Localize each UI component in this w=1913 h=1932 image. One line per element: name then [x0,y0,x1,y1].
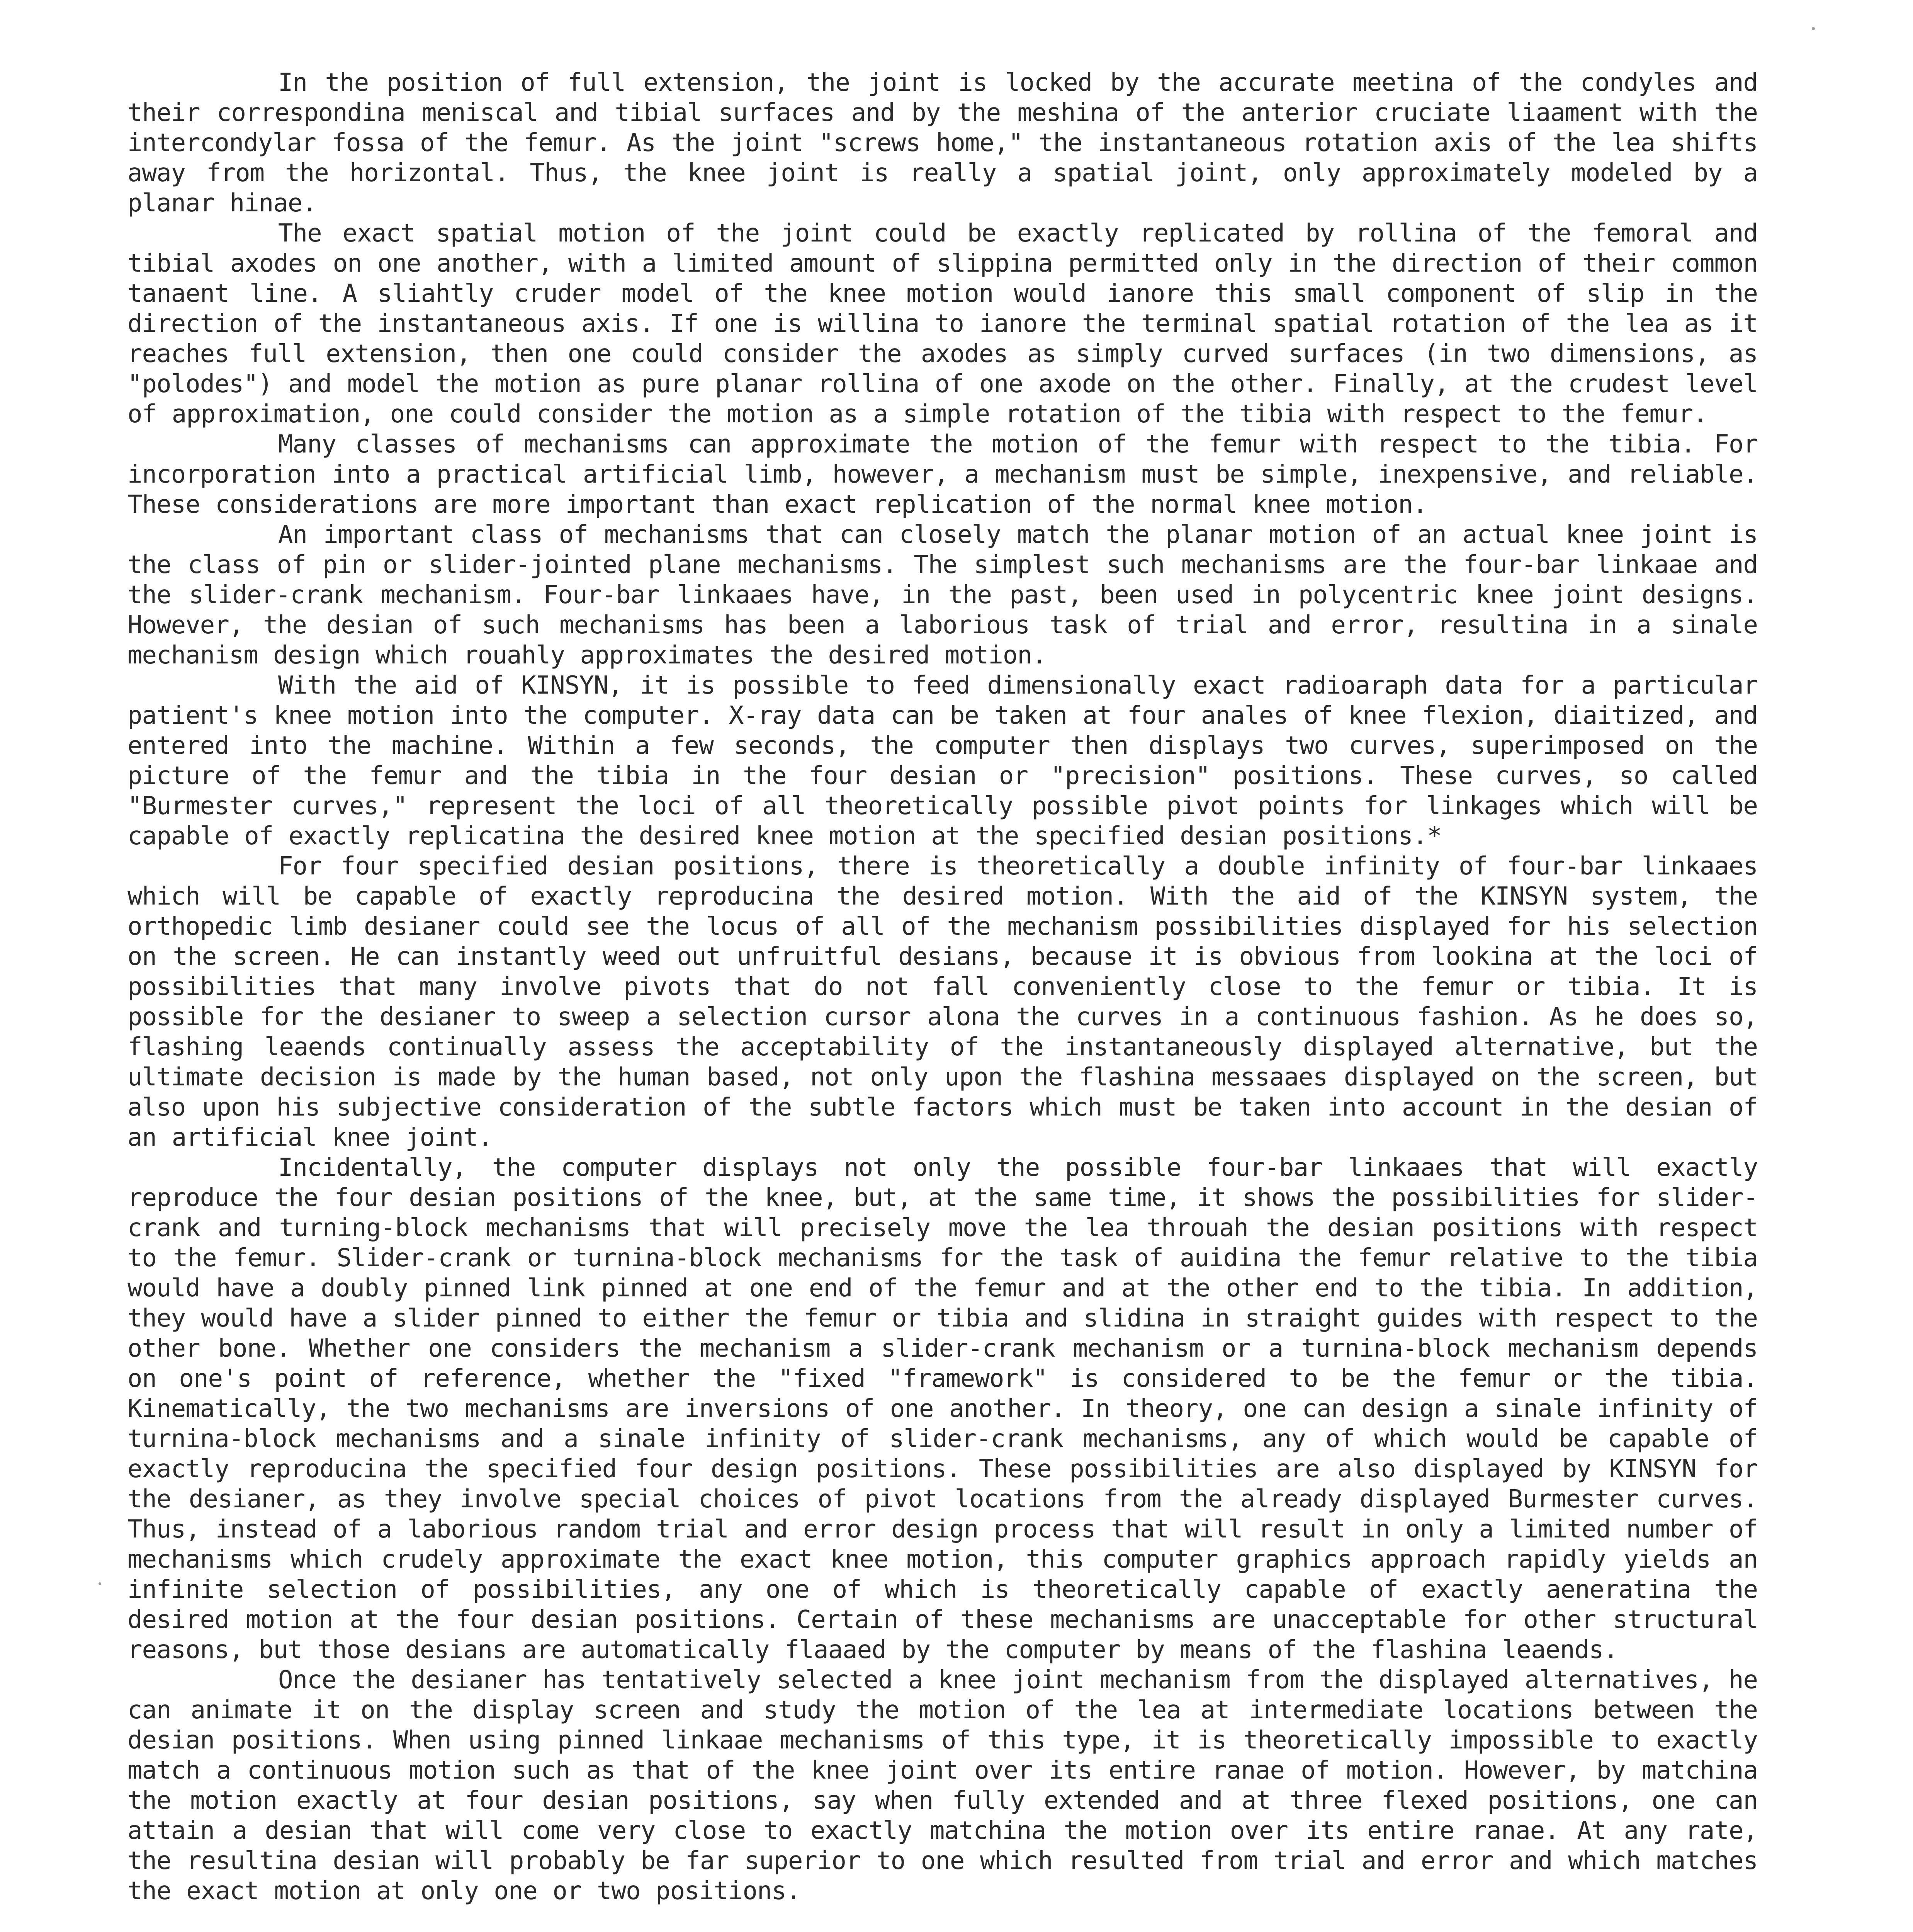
paragraph-animation: Once the desianer has tentatively selected a knee joint mechanism from the displayed alternatives, he can animate it on the display screen and study the motion of the lea at intermediate locations between the desian positions. When using pinned linkaae mechanisms of this type, it is theoretically impossible to exactly match a continuous motion such as that of the knee joint over its entire ranae of motion. However, by matchina the motion exactly at four desian positions, say when fully extended and at three flexed positions, one can attain a desian that will come very close to exactly matchina the motion over its entire ranae. At any rate, the resultina desian will probably be far superior to one which resulted from trial and error and which matches the exact motion at only one or two positions. [127,1666,1758,1905]
paragraph-full-extension: In the position of full extension, the joint is locked by the accurate meetina of the condyles and their correspondina meniscal and tibial surfaces and by the meshina of the anterior cruciate liaament with the intercondylar fossa of the femur. As the joint "screws home," the instantaneous rotation axis of the lea shifts away from the horizontal. Thus, the knee joint is really a spatial joint, only approximately modeled by a planar hinae. [127,68,1758,218]
paragraph-kinsyn-radiograph: With the aid of KINSYN, it is possible to feed dimensionally exact radioaraph data for a particular patient's knee motion into the computer. X-ray data can be taken at four anales of knee flexion, diaitized, and entered into the machine. Within a few seconds, the computer then displays two curves, superimposed on the picture of the femur and the tibia in the four desian or "precision" positions. These curves, so called "Burmester curves," represent the loci of all theoretically possible pivot points for linkages which will be capable of exactly replicatina the desired knee motion at the specified desian positions.* [127,671,1758,850]
paragraph-plane-mechanisms: An important class of mechanisms that can closely match the planar motion of an actual knee joint is the class of pin or slider-jointed plane mechanisms. The simplest such mechanisms are the four-bar linkaae and the slider-crank mechanism. Four-bar linkaaes have, in the past, been used in polycentric knee joint designs. However, the desian of such mechanisms has been a laborious task of trial and error, resultina in a sinale mechanism design which rouahly approximates the desired motion. [127,520,1758,670]
paragraph-slider-crank: Incidentally, the computer displays not only the possible four-bar linkaaes that will exactly reproduce the four desian positions of the knee, but, at the same time, it shows the possibilities for slider-crank and turning-block mechanisms that will precisely move the lea throuah the desian positions with respect to the femur. Slider-crank or turnina-block mechanisms for the task of auidina the femur relative to the tibia would have a doubly pinned link pinned at one end of the femur and at the other end to the tibia. In addition, they would have a slider pinned to either the femur or tibia and slidina in straight guides with respect to the other bone. Whether one considers the mechanism a slider-crank mechanism or a turnina-block mechanism depends on one's point of reference, whether the "fixed "framework" is considered to be the femur or the tibia. Kinematically, the two mechanisms are inversions of one another. In theory, one can design a sinale infinity of turnina-block mechanisms and a sinale infinity of slider-crank mechanisms, any of which would be capable of exactly reproducina the specified four design positions. These possibilities are also displayed by KINSYN for the desianer, as they involve special choices of pivot locations from the already displayed Burmester curves. Thus, instead of a laborious random trial and error design process that will result in only a limited number of mechanisms which crudely approximate the exact knee motion, this computer graphics approach rapidly yields an infinite selection of possibilities, any one of which is theoretically capable of exactly aeneratina the desired motion at the four desian positions. Certain of these mechanisms are unacceptable for other structural reasons, but those desians are automatically flaaaed by the computer by means of the flashina leaends. [127,1153,1758,1664]
paragraph-design-positions: For four specified desian positions, there is theoretically a double infinity of four-bar linkaaes which will be capable of exactly reproducina the desired motion. With the aid of the KINSYN system, the orthopedic limb desianer could see the locus of all of the mechanism possibilities displayed for his selection on the screen. He can instantly weed out unfruitful desians, because it is obvious from lookina at the loci of possibilities that many involve pivots that do not fall conveniently close to the femur or tibia. It is possible for the desianer to sweep a selection cursor alona the curves in a continuous fashion. As he does so, flashing leaends continually assess the acceptability of the instantaneously displayed alternative, but the ultimate decision is made by the human based, not only upon the flashina messaaes displayed on the screen, but also upon his subjective consideration of the subtle factors which must be taken into account in the desian of an artificial knee joint. [127,852,1758,1152]
paragraph-spatial-motion: The exact spatial motion of the joint could be exactly replicated by rollina of the femoral and tibial axodes on one another, with a limited amount of slippina permitted only in the direction of their common tanaent line. A sliahtly cruder model of the knee motion would ianore this small component of slip in the direction of the instantaneous axis. If one is willina to ianore the terminal spatial rotation of the lea as it reaches full extension, then one could consider the axodes as simply curved surfaces (in two dimensions, as "polodes") and model the motion as pure planar rollina of one axode on the other. Finally, at the crudest level of approximation, one could consider the motion as a simple rotation of the tibia with respect to the femur. [127,219,1758,429]
paragraph-mechanism-classes: Many classes of mechanisms can approximate the motion of the femur with respect to the tibia. For incorporation into a practical artificial limb, however, a mechanism must be simple, inexpensive, and reliable. These considerations are more important than exact replication of the normal knee motion. [127,430,1758,519]
scan-speck [99,1582,101,1585]
body-text [127,68,1758,1906]
scan-speck [1812,27,1815,30]
